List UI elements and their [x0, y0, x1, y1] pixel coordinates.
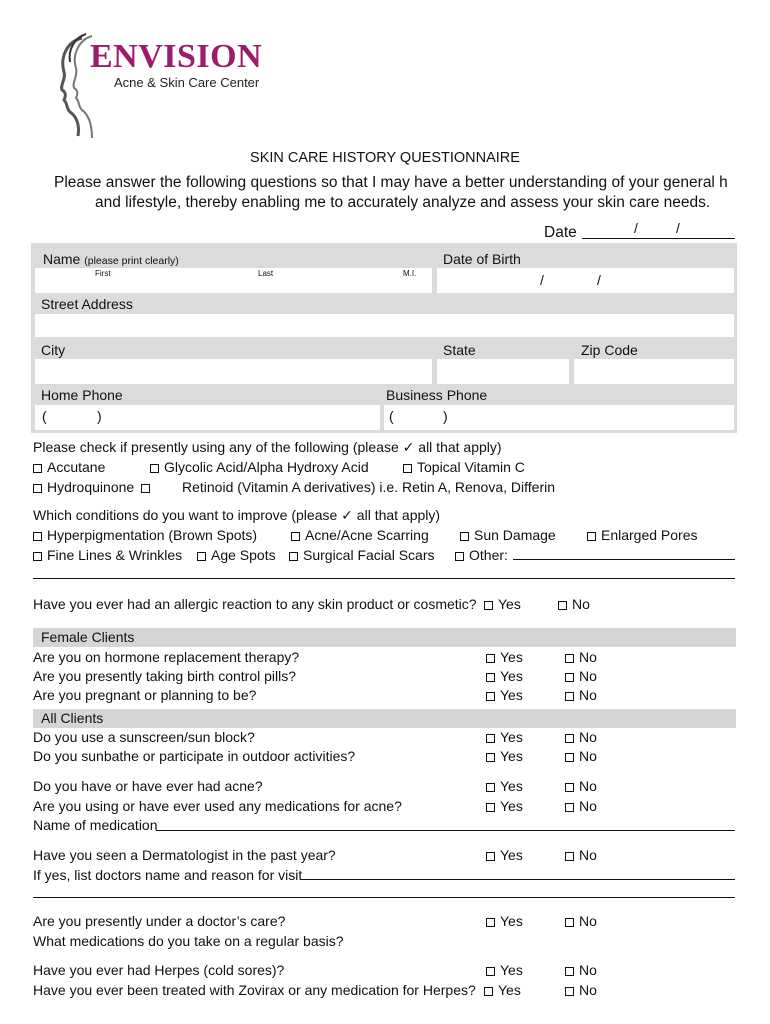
- checkbox-icon[interactable]: [565, 967, 574, 976]
- question-zovirax: Have you ever been treated with Zovirax or any medication for Herpes?: [33, 982, 476, 998]
- yes-option[interactable]: Yes: [486, 729, 523, 745]
- brand-name: ENVISION: [90, 38, 263, 75]
- street-label: Street Address: [41, 296, 133, 312]
- no-option[interactable]: No: [565, 962, 597, 978]
- dob-separator: /: [540, 272, 544, 288]
- yes-option[interactable]: Yes: [486, 687, 523, 703]
- regular-medications-label: What medications do you take on a regular basis?: [33, 933, 344, 949]
- yes-option[interactable]: Yes: [486, 798, 523, 814]
- condition-age-spots[interactable]: Age Spots: [197, 547, 276, 563]
- checkbox-icon[interactable]: [565, 673, 574, 682]
- checkmark-icon: ✓: [402, 439, 415, 455]
- no-option[interactable]: No: [565, 982, 597, 998]
- condition-hyperpigmentation[interactable]: Hyperpigmentation (Brown Spots): [33, 527, 257, 543]
- checkbox-icon[interactable]: [565, 918, 574, 927]
- question-sunbathe: Do you sunbathe or participate in outdoor activities?: [33, 748, 356, 764]
- yes-option[interactable]: Yes: [486, 913, 523, 929]
- product-vitamin-c[interactable]: Topical Vitamin C: [403, 459, 525, 475]
- question-acne-medication: Are you using or have ever used any medications for acne?: [33, 798, 402, 814]
- yes-option[interactable]: Yes: [486, 847, 523, 863]
- question-sunscreen: Do you use a sunscreen/sun block?: [33, 729, 255, 745]
- last-name-hint: Last: [258, 269, 274, 278]
- question-acne: Do you have or have ever had acne?: [33, 778, 263, 794]
- yes-option[interactable]: Yes: [484, 596, 521, 612]
- checkbox-icon[interactable]: [455, 552, 464, 561]
- brand-subtitle: Acne & Skin Care Center: [114, 75, 260, 90]
- condition-fine-lines[interactable]: Fine Lines & Wrinkles: [33, 547, 182, 563]
- checkbox-icon[interactable]: [486, 654, 495, 663]
- question-pregnant: Are you pregnant or planning to be?: [33, 687, 257, 703]
- first-name-hint: First: [95, 269, 111, 278]
- checkbox-icon[interactable]: [33, 484, 42, 493]
- question-birth-control: Are you presently taking birth control pills?: [33, 668, 297, 684]
- checkbox-icon[interactable]: [565, 803, 574, 812]
- medication-name-label: Name of medication: [33, 817, 158, 833]
- checkbox-icon[interactable]: [587, 532, 596, 541]
- dermatologist-followup-label: If yes, list doctors name and reason for visit: [33, 867, 303, 883]
- dob-label: Date of Birth: [443, 251, 521, 267]
- checkbox-icon[interactable]: [486, 803, 495, 812]
- checkbox-icon[interactable]: [486, 673, 495, 682]
- checkbox-icon[interactable]: [289, 552, 298, 561]
- no-option[interactable]: No: [565, 649, 597, 665]
- checkbox-icon[interactable]: [565, 783, 574, 792]
- checkbox-icon[interactable]: [150, 464, 159, 473]
- intro-line-2: and lifestyle, thereby enabling me to accurately analyze and assess your skin care needs.: [95, 194, 711, 211]
- no-option[interactable]: No: [558, 596, 590, 612]
- home-phone-field[interactable]: [35, 405, 380, 430]
- checkbox-icon[interactable]: [565, 852, 574, 861]
- condition-sun-damage[interactable]: Sun Damage: [460, 527, 556, 543]
- checkbox-icon[interactable]: [486, 967, 495, 976]
- date-separator: /: [676, 220, 680, 236]
- checkbox-icon[interactable]: [460, 532, 469, 541]
- yes-option[interactable]: Yes: [484, 982, 521, 998]
- date-label: Date: [544, 224, 577, 241]
- checkbox-icon[interactable]: [565, 753, 574, 762]
- checkbox-icon[interactable]: [484, 601, 493, 610]
- checkbox-icon[interactable]: [33, 532, 42, 541]
- paren-close: ): [97, 408, 102, 424]
- question-doctor-care: Are you presently under a doctor’s care?: [33, 913, 286, 929]
- no-option[interactable]: No: [565, 798, 597, 814]
- no-option[interactable]: No: [565, 729, 597, 745]
- product-hydroquinone[interactable]: Hydroquinone: [33, 479, 155, 495]
- product-accutane[interactable]: Accutane: [33, 459, 105, 475]
- no-option[interactable]: No: [565, 913, 597, 929]
- product-retinoid[interactable]: Retinoid (Vitamin A derivatives) i.e. Retin A, Renova, Differin: [182, 479, 555, 495]
- checkbox-icon[interactable]: [141, 484, 150, 493]
- condition-enlarged-pores[interactable]: Enlarged Pores: [587, 527, 698, 543]
- checkbox-icon[interactable]: [486, 734, 495, 743]
- home-phone-label: Home Phone: [41, 387, 123, 403]
- yes-option[interactable]: Yes: [486, 748, 523, 764]
- zip-label: Zip Code: [581, 342, 638, 358]
- checkbox-icon[interactable]: [291, 532, 300, 541]
- date-separator: /: [634, 220, 638, 236]
- yes-option[interactable]: Yes: [486, 962, 523, 978]
- checkbox-icon[interactable]: [33, 552, 42, 561]
- question-hormone: Are you on hormone replacement therapy?: [33, 649, 300, 665]
- yes-option[interactable]: Yes: [486, 668, 523, 684]
- checkbox-icon[interactable]: [486, 783, 495, 792]
- middle-initial-hint: M.I.: [403, 269, 417, 278]
- conditions-prompt: Which conditions do you want to improve (please ✓ all that apply): [33, 507, 441, 523]
- section-header-female: Female Clients: [41, 629, 135, 645]
- no-option[interactable]: No: [565, 687, 597, 703]
- divider: [33, 578, 735, 579]
- checkbox-icon[interactable]: [403, 464, 412, 473]
- no-option[interactable]: No: [565, 847, 597, 863]
- dob-separator: /: [597, 272, 601, 288]
- checkbox-icon[interactable]: [486, 692, 495, 701]
- intro-line-1: Please answer the following questions so that I may have a better understanding of your general h: [54, 174, 728, 191]
- checkbox-icon[interactable]: [486, 918, 495, 927]
- question-allergic: Have you ever had an allergic reaction to any skin product or cosmetic?: [33, 596, 477, 612]
- checkmark-icon: ✓: [341, 507, 353, 523]
- checkbox-icon[interactable]: [486, 852, 495, 861]
- checkbox-icon[interactable]: [33, 464, 42, 473]
- zip-field[interactable]: [574, 359, 734, 384]
- products-prompt: Please check if presently using any of the following (please ✓ all that apply): [33, 439, 502, 455]
- city-field[interactable]: [35, 359, 432, 384]
- section-header-all: All Clients: [41, 710, 104, 726]
- paren-open: (: [389, 408, 394, 424]
- checkbox-icon[interactable]: [486, 753, 495, 762]
- yes-option[interactable]: Yes: [486, 649, 523, 665]
- dob-field[interactable]: [437, 268, 734, 293]
- state-field[interactable]: [437, 359, 569, 384]
- medication-name-line[interactable]: [156, 830, 735, 831]
- no-option[interactable]: No: [565, 778, 597, 794]
- checkbox-icon[interactable]: [565, 987, 574, 996]
- page-title: SKIN CARE HISTORY QUESTIONNAIRE: [250, 150, 520, 166]
- question-dermatologist: Have you seen a Dermatologist in the past year?: [33, 847, 336, 863]
- checkbox-icon[interactable]: [558, 601, 567, 610]
- condition-acne-scarring[interactable]: Acne/Acne Scarring: [291, 527, 429, 543]
- section-band-female: [33, 628, 736, 647]
- condition-surgical-scars[interactable]: Surgical Facial Scars: [289, 547, 435, 563]
- checkbox-icon[interactable]: [484, 987, 493, 996]
- checkbox-icon[interactable]: [565, 654, 574, 663]
- name-label: Name (please print clearly): [43, 251, 179, 267]
- checkbox-icon[interactable]: [197, 552, 206, 561]
- city-label: City: [41, 342, 66, 358]
- checkbox-icon[interactable]: [565, 734, 574, 743]
- section-band-all: [33, 709, 736, 728]
- other-input-line[interactable]: [513, 559, 735, 560]
- paren-close: ): [443, 408, 448, 424]
- no-option[interactable]: No: [565, 668, 597, 684]
- business-phone-field[interactable]: [384, 405, 734, 430]
- street-field[interactable]: [35, 314, 734, 337]
- checkbox-icon[interactable]: [565, 692, 574, 701]
- date-field[interactable]: [582, 238, 735, 239]
- paren-open: (: [42, 408, 47, 424]
- dermatologist-followup-line[interactable]: [300, 879, 735, 880]
- dermatologist-followup-line-2[interactable]: [33, 897, 735, 898]
- business-phone-label: Business Phone: [386, 387, 488, 403]
- no-option[interactable]: No: [565, 748, 597, 764]
- yes-option[interactable]: Yes: [486, 778, 523, 794]
- condition-other[interactable]: Other:: [455, 547, 508, 563]
- state-label: State: [443, 342, 476, 358]
- product-glycolic[interactable]: Glycolic Acid/Alpha Hydroxy Acid: [150, 459, 369, 475]
- question-herpes: Have you ever had Herpes (cold sores)?: [33, 962, 285, 978]
